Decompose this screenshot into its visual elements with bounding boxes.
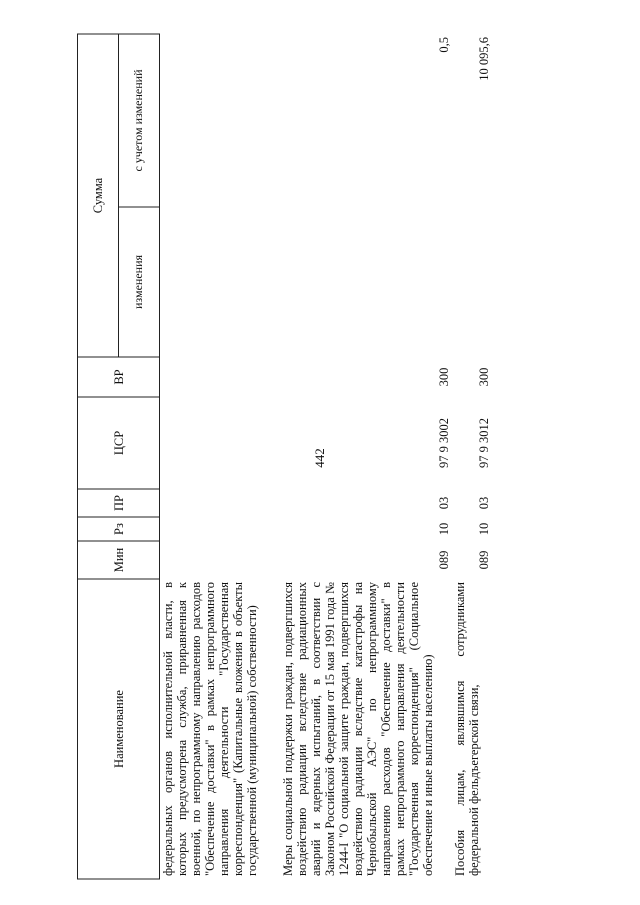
row-pr: 03 bbox=[436, 496, 451, 509]
row-min bbox=[160, 541, 280, 579]
budget-table bbox=[77, 33, 492, 879]
row-name: Пособия лицам, являвшимся сотрудниками федеральной фельдъегерской связи, bbox=[452, 581, 481, 876]
row-name: Меры социальной поддержки граждан, подвергшихся воздействию радиации вследствие радиационных аварий и ядерных испытаний, в соответствии с Законом Российской Федерации от 15 мая 1991 года № 1244-I "О социальной защите граждан, подвергшихся воздействию радиации вследствие катастрофы на Чернобыльской АЭС" по непрограммному направлению расходов "Обеспечение доставки" в рамках непрограммного направления деятельности "Государственная корреспонденция" (Социальное обеспечение и иные выплаты населению) bbox=[280, 581, 435, 876]
row-rz: 10 bbox=[436, 522, 451, 535]
row-total bbox=[160, 34, 280, 207]
row-vr bbox=[160, 357, 280, 397]
row-csr: 97 9 3002 bbox=[436, 417, 451, 468]
header-csr: ЦСР bbox=[78, 397, 160, 489]
row-rz: 10 bbox=[476, 522, 491, 535]
row-name: федеральных органов исполнительной власти, в которых предусмотрена служба, приравненная к военной, по непрограммному направлению расходов "Обеспечение доставки" в рамках непрограммного направления деятельности "Государственная корреспонденция" (Капитальные вложения в объекты государственной (муниципальной) собственности) bbox=[160, 579, 280, 879]
row-csr bbox=[160, 397, 280, 489]
table-row bbox=[160, 34, 280, 879]
row-pr bbox=[160, 489, 280, 517]
row-change bbox=[280, 207, 452, 357]
row-total: 0,5 bbox=[436, 36, 451, 53]
row-vr: 300 bbox=[436, 367, 451, 386]
rotated-page bbox=[77, 34, 607, 879]
table-row bbox=[280, 34, 452, 879]
row-vr: 300 bbox=[476, 367, 491, 386]
header-izmeneniya: изменения bbox=[119, 207, 160, 357]
header-vr: ВР bbox=[78, 357, 160, 397]
page-number: 442 bbox=[312, 448, 327, 468]
row-min: 089 bbox=[476, 550, 491, 569]
header-pr: ПР bbox=[78, 489, 160, 517]
row-rz bbox=[160, 517, 280, 541]
row-total: 10 095,6 bbox=[476, 36, 491, 81]
row-csr: 97 9 3012 bbox=[476, 417, 491, 468]
header-s-uchetom: с учетом изменений bbox=[119, 34, 160, 207]
header-naimenovanie: Наименование bbox=[78, 579, 160, 879]
row-pr: 03 bbox=[476, 496, 491, 509]
header-summa: Сумма bbox=[78, 34, 119, 357]
row-min: 089 bbox=[436, 550, 451, 569]
header-rz: Рз bbox=[78, 517, 160, 541]
table-row bbox=[452, 34, 492, 879]
row-change bbox=[452, 207, 492, 357]
row-change bbox=[160, 207, 280, 357]
header-min: Мин bbox=[78, 541, 160, 579]
